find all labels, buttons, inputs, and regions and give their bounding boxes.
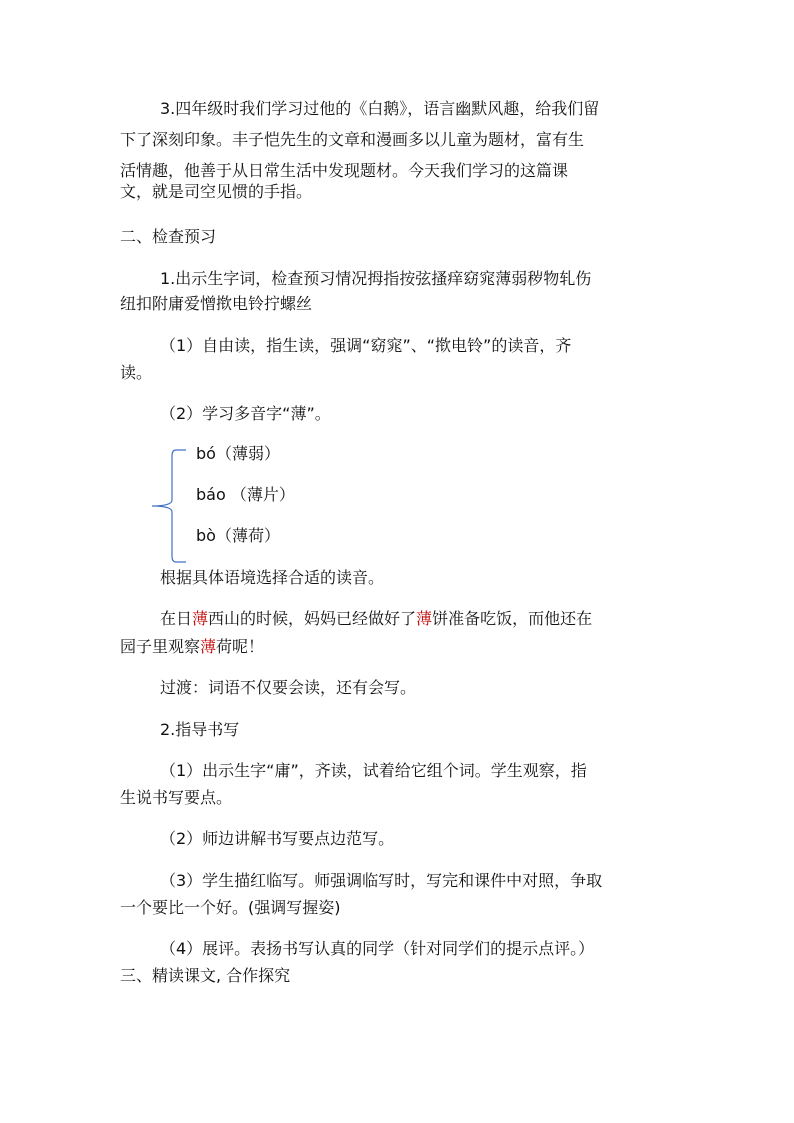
- intro-line-2: 下了深刻印象。丰子恺先生的文章和漫画多以儿童为题材，富有生: [120, 130, 585, 149]
- curly-bracket-icon: [148, 448, 188, 564]
- intro-line-3: 活情趣，他善于从日常生活中发现题材。今天我们学习的这篇课: [120, 161, 569, 180]
- item-1-line-2: 纽扣附庸爱憎揿电铃拧螺丝: [120, 294, 313, 313]
- sentence-text: 荷呢！: [216, 637, 265, 656]
- section-3-heading: 三、精读课文, 合作探究: [120, 966, 291, 985]
- writing-step-2: （2）师边讲解书写要点边范写。: [160, 829, 395, 848]
- writing-step-1-line-1: （1）出示生字“庸”，齐读，试着给它组个词。学生观察，指: [160, 761, 587, 780]
- highlight-char: 薄: [192, 609, 209, 628]
- item-2-heading: 2.指导书写: [160, 720, 240, 739]
- sentence-line-2: [120, 636, 264, 658]
- reading-bo2: bó（薄弱）: [196, 444, 280, 463]
- sub-1-line-2: 读。: [120, 363, 153, 382]
- sentence-text: 在日: [160, 609, 193, 628]
- sub-1-line-1: （1）自由读，指生读，强调“窈窕”、“揿电铃”的读音，齐: [160, 336, 572, 355]
- writing-step-3-line-2: 一个要比一个好。(强调写握姿): [120, 898, 341, 917]
- highlight-char: 薄: [416, 609, 433, 628]
- writing-step-1-line-2: 生说书写要点。: [120, 788, 233, 807]
- sentence-line-1: [160, 608, 592, 630]
- writing-step-3-line-1: （3）学生描红临写。师强调临写时，写完和课件中对照，争取: [160, 871, 603, 890]
- highlight-char: 薄: [200, 637, 217, 656]
- intro-line-1: 3.四年级时我们学习过他的《白鹅》，语言幽默风趣，给我们留: [160, 99, 600, 118]
- context-note: 根据具体语境选择合适的读音。: [160, 568, 385, 587]
- sentence-text: 西山的时候，妈妈已经做好了: [208, 609, 417, 628]
- writing-step-4: （4）展评。表扬书写认真的同学（针对同学们的提示点评。）: [160, 939, 595, 958]
- sentence-text: 饼准备吃饭，而他还在: [432, 609, 593, 628]
- reading-bo4: bò（薄荷）: [196, 526, 280, 545]
- intro-line-4: 文，就是司空见惯的手指。: [120, 182, 313, 201]
- section-2-heading: 二、检查预习: [120, 227, 217, 246]
- sub-2-line: （2）学习多音字“薄”。: [160, 404, 331, 423]
- sentence-text: 园子里观察: [120, 637, 201, 656]
- reading-bao2: báo （薄片）: [196, 485, 295, 504]
- item-1-line-1: 1.出示生字词，检查预习情况拇指按弦搔痒窈窕薄弱秽物轧伤: [160, 269, 592, 288]
- transition-line: 过渡：词语不仅要会读，还有会写。: [160, 678, 417, 697]
